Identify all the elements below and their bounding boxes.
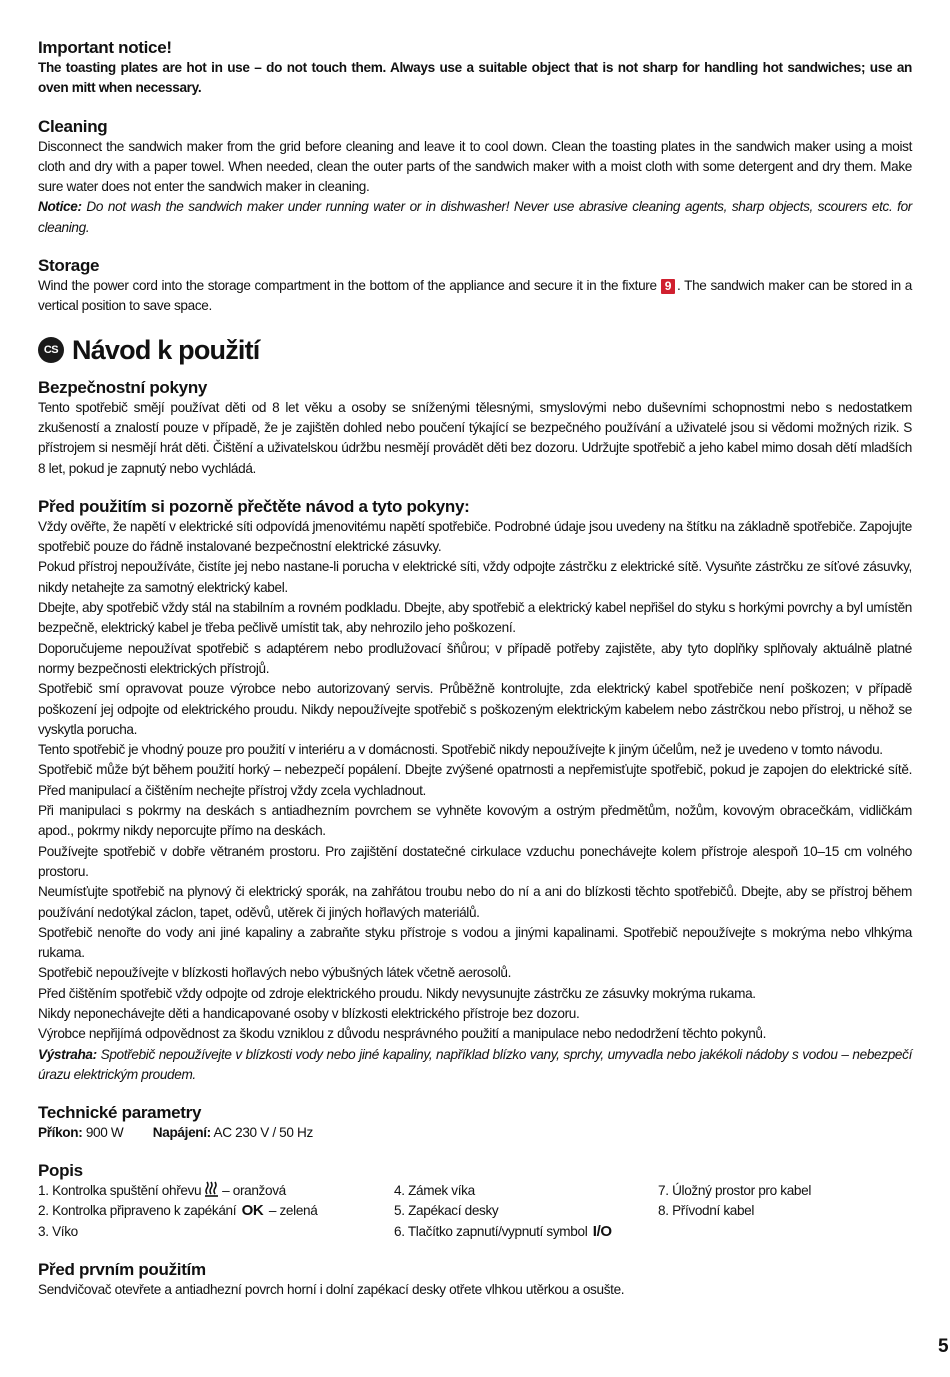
list-item bbox=[38, 1181, 394, 1201]
item2-text: 2. Kontrolka připraveno k zapékání bbox=[38, 1203, 240, 1219]
before-use-paragraph: Pokud přístroj nepoužíváte, čistíte jej nebo nastane-li porucha v elektrické síti, vždy odpojte zástrčku z elektrické sítě. Vysuňte zástrčku ze síťové zásuvky, nikdy netahejte za samotný elektrický kabel. bbox=[38, 559, 912, 595]
important-notice-section bbox=[38, 38, 912, 99]
warning-paragraph bbox=[38, 1045, 912, 1086]
description-column-1 bbox=[38, 1181, 394, 1242]
important-notice-text: The toasting plates are hot in use – do not touch them. Always use a suitable object that is not sharp for handling hot sandwiches; use an oven mitt when necessary. bbox=[38, 60, 912, 96]
power-switch-icon: I/O bbox=[592, 1222, 612, 1240]
language-cs-icon: CS bbox=[38, 337, 64, 363]
before-use-paragraph: Spotřebič nenořte do vody ani jiné kapaliny a zabraňte styku přístroje s vodou a jinými kapalinami. Spotřebič nepoužívejte s mokrýma nebo vlhkýma rukama. bbox=[38, 924, 912, 961]
before-use-paragraph: Před čištěním spotřebič vždy odpojte od zdroje elektrického proudu. Nikdy nevysunujte zástrčku ze zásuvky mokrýma rukama. bbox=[38, 985, 756, 1001]
list-item bbox=[394, 1222, 658, 1242]
cleaning-heading: Cleaning bbox=[38, 116, 108, 136]
heat-icon bbox=[205, 1181, 219, 1197]
cleaning-notice bbox=[38, 197, 912, 238]
description-heading: Popis bbox=[38, 1161, 83, 1181]
storage-heading: Storage bbox=[38, 256, 100, 276]
item1-text: 1. Kontrolka spuštění ohřevu bbox=[38, 1183, 205, 1199]
czech-section-title bbox=[38, 335, 912, 366]
power-label: Příkon: bbox=[38, 1125, 83, 1141]
power-value: 900 W bbox=[82, 1125, 124, 1141]
tech-params-heading: Technické parametry bbox=[38, 1103, 202, 1123]
supply-label: Napájení: bbox=[152, 1125, 211, 1141]
before-use-paragraph: Spotřebič nepoužívejte v blízkosti hořlavých nebo výbušných látek včetně aerosolů. bbox=[38, 965, 512, 981]
item6-text: 6. Tlačítko zapnutí/vypnutí symbol bbox=[394, 1223, 591, 1239]
list-item: 4. Zámek víka bbox=[394, 1183, 475, 1199]
description-column-2 bbox=[394, 1181, 658, 1242]
important-notice-heading: Important notice! bbox=[38, 38, 172, 57]
before-use-paragraph: Neumísťujte spotřebič na plynový či elektrický sporák, na zahřátou troubu nebo do ní a ani do blízkosti těchto spotřebičů. Dbejte, aby se přístroj během používání nedotýkal záclon, tapet, oděvů, utěrek či jiných hořlavých materiálů. bbox=[38, 884, 912, 920]
czech-title: Návod k použití bbox=[72, 334, 260, 365]
manual-page bbox=[38, 38, 912, 1300]
list-item bbox=[38, 1201, 394, 1221]
item1-after: – oranžová bbox=[218, 1183, 286, 1199]
item2-after: – zelená bbox=[265, 1203, 318, 1219]
safety-heading: Bezpečnostní pokyny bbox=[38, 377, 208, 397]
before-use-paragraph: Spotřebič smí opravovat pouze výrobce nebo autorizovaný servis. Průběžně kontrolujte, zda elektrický kabel spotřebiče není poškozen; v případě poškození jej odpojte od elektrického proudu. Nikdy nepoužívejte spotřebič s poškozeným elektrickým kabelem nebo zástrčkou nebo přístroj, u něhož se vyskytla porucha. bbox=[38, 681, 912, 737]
power-param bbox=[38, 1125, 123, 1140]
supply-param bbox=[153, 1125, 313, 1140]
safety-text: Tento spotřebič smějí používat děti od 8 let věku a osoby se sníženými tělesnými, smyslovými nebo duševními schopnostmi nebo s nedostatkem zkušeností a znalostí pouze v případě, že je zajištěn dohled nebo poučení týkající se bezpečného používání a uživatelé jsou si vědomi možných rizik. S přístrojem si nesmějí hrát děti. Čištění a uživatelskou údržbu nesmějí provádět děti bez dozoru. Udržujte spotřebič a jeho kabel mimo dosah dětí mladších 8 let, pokud je zapnutý nebo vychládá. bbox=[38, 399, 912, 476]
storage-section bbox=[38, 256, 912, 317]
fixture-number-badge: 9 bbox=[661, 279, 675, 294]
list-item: 7. Úložný prostor pro kabel bbox=[658, 1183, 811, 1199]
supply-value: AC 230 V / 50 Hz bbox=[210, 1125, 313, 1141]
safety-section bbox=[38, 378, 912, 479]
cleaning-notice-text: Do not wash the sandwich maker under running water or in dishwasher! Never use abrasive cleaning agents, sharp objects, scourers etc. for cleaning. bbox=[38, 199, 912, 235]
storage-text bbox=[38, 276, 912, 317]
first-use-section bbox=[38, 1260, 912, 1300]
warning-label: Výstraha: bbox=[38, 1046, 97, 1062]
before-use-section bbox=[38, 497, 912, 1085]
cleaning-text: Disconnect the sandwich maker from the grid before cleaning and leave it to cool down. Clean the toasting plates in the sandwich maker using a moist cloth and dry with a paper towel. When needed, clean the outer parts of the sandwich maker with a moist cloth with some detergent and dry them. Make sure water does not enter the sandwich maker in cleaning. bbox=[38, 138, 912, 195]
before-use-paragraph: Používejte spotřebič v dobře větraném prostoru. Pro zajištění dostatečné cirkulace vzduchu ponechávejte kolem přístroje alespoň 10–15 cm volného prostoru. bbox=[38, 843, 912, 879]
warning-text: Spotřebič nepoužívejte v blízkosti vody nebo jiné kapaliny, například blízko vany, sprchy, umyvadla nebo jakékoli nádoby s vodou – nebezpečí úrazu elektrickým proudem. bbox=[38, 1046, 912, 1082]
description-section bbox=[38, 1161, 912, 1242]
before-use-paragraph: Výrobce nepřijímá odpovědnost za škodu vzniklou z důvodu nesprávného použití a manipulace nebo nedodržení těchto pokynů. bbox=[38, 1026, 767, 1042]
before-use-heading: Před použitím si pozorně přečtěte návod a tyto pokyny: bbox=[38, 496, 470, 516]
ok-icon: OK bbox=[241, 1202, 264, 1220]
list-item: 3. Víko bbox=[38, 1223, 78, 1239]
first-use-text: Sendvičovač otevřete a antiadhezní povrch horní i dolní zapékací desky otřete vlhkou utěrkou a osušte. bbox=[38, 1282, 625, 1298]
before-use-paragraph: Při manipulaci s pokrmy na deskách s antiadhezním povrchem se vyhněte kovovým a ostrým předmětům, nožům, kovovým obracečkám, vidličkám apod., pokrmy nikdy neporcujte přímo na deskách. bbox=[38, 803, 912, 839]
before-use-paragraph: Vždy ověřte, že napětí v elektrické síti odpovídá jmenovitému napětí spotřebiče. Podrobné údaje jsou uvedeny na štítku na základně spotřebiče. Zapojujte spotřebič pouze do řádně instalované bezpečnostní elektrické zásuvky. bbox=[38, 518, 912, 555]
before-use-paragraph: Dbejte, aby spotřebič vždy stál na stabilním a rovném podkladu. Dbejte, aby spotřebič a elektrický kabel nepřišel do styku s horkými povrchy a byl umístěn bezpečně, elektrický kabel je třeba pečlivě umístit tak, aby nehrozilo jeho poškození. bbox=[38, 600, 912, 636]
before-use-paragraph: Nikdy neponechávejte děti a handicapované osoby v blízkosti elektrického přístroje bez dozoru. bbox=[38, 1005, 580, 1021]
cleaning-section bbox=[38, 117, 912, 238]
page-number: 5 bbox=[938, 1336, 949, 1357]
cleaning-notice-label: Notice: bbox=[38, 199, 82, 215]
description-column-3 bbox=[658, 1181, 912, 1242]
before-use-paragraph: Spotřebič může být během použití horký – nebezpečí popálení. Dbejte zvýšené opatrnosti a nepřemisťujte spotřebič, pokud je zapojen do elektrické sítě. Před manipulací a čištěním nechejte přístroj vždy zcela vychladnout. bbox=[38, 762, 912, 798]
first-use-heading: Před prvním použitím bbox=[38, 1260, 206, 1280]
description-list bbox=[38, 1181, 912, 1242]
storage-text-after: . The sandwich maker can be stored in a vertical position to save space. bbox=[38, 278, 912, 314]
tech-params-values bbox=[38, 1123, 912, 1143]
storage-text-before: Wind the power cord into the storage compartment in the bottom of the appliance and secure it in the fixture bbox=[38, 278, 657, 294]
before-use-paragraph: Tento spotřebič je vhodný pouze pro použití v interiéru a v domácnosti. Spotřebič nikdy nepoužívejte k jiným účelům, než je uvedeno v tomto návodu. bbox=[38, 742, 883, 758]
before-use-paragraph: Doporučujeme nepoužívat spotřebič s adaptérem nebo prodlužovací šňůrou; v případě potřeby zajistěte, aby tyto doplňky splňovaly aktuálně platné normy bezpečnosti elektrických přístrojů. bbox=[38, 640, 912, 676]
list-item: 8. Přívodní kabel bbox=[658, 1203, 755, 1219]
tech-params-section bbox=[38, 1103, 912, 1143]
list-item: 5. Zapékací desky bbox=[394, 1203, 499, 1219]
